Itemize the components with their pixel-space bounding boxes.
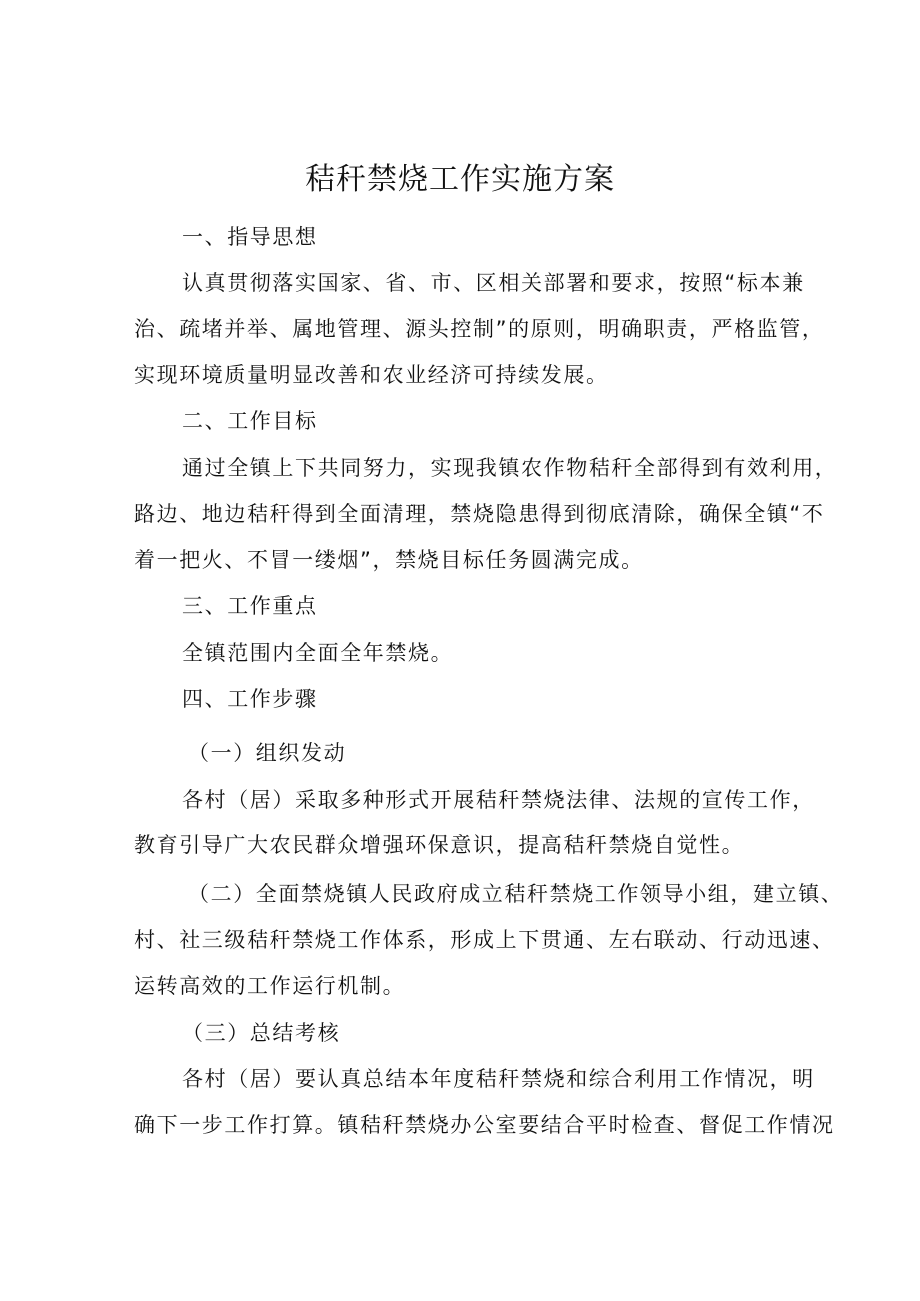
paragraph-line: 确下一步工作打算。镇秸秆禁烧办公室要结合平时检查、督促工作情况 xyxy=(134,1113,835,1137)
paragraph-line: 运转高效的工作运行机制。 xyxy=(134,974,406,998)
section-heading-work-goal: 二、工作目标 xyxy=(182,409,318,433)
paragraph-line: 着一把火、不冒一缕烟”，禁烧目标任务圆满完成。 xyxy=(134,548,644,572)
paragraph-line: 治、疏堵并举、属地管理、源头控制”的原则，明确职责，严格监管， xyxy=(134,317,825,341)
paragraph-line: （二）全面禁烧镇人民政府成立秸秆禁烧工作领导小组，建立镇、 xyxy=(188,882,844,906)
subsection-heading-summary: （三）总结考核 xyxy=(182,1021,341,1045)
paragraph-line: 实现环境质量明显改善和农业经济可持续发展。 xyxy=(134,363,609,387)
paragraph-line: 全镇范围内全面全年禁烧。 xyxy=(182,641,454,665)
paragraph-line: 各村（居）采取多种形式开展秸秆禁烧法律、法规的宣传工作， xyxy=(182,788,815,812)
paragraph-line: 认真贯彻落实国家、省、市、区相关部署和要求，按照“标本兼 xyxy=(182,271,805,295)
section-heading-work-focus: 三、工作重点 xyxy=(182,594,318,618)
paragraph-line: 通过全镇上下共同努力，实现我镇农作物秸秆全部得到有效利用， xyxy=(182,456,838,480)
paragraph-line: 路边、地边秸秆得到全面清理，禁烧隐患得到彻底清除，确保全镇“不 xyxy=(134,502,825,526)
document-title: 秸秆禁烧工作实施方案 xyxy=(305,162,615,197)
paragraph-line: 教育引导广大农民群众增强环保意识，提高秸秆禁烧自觉性。 xyxy=(134,833,745,857)
section-heading-guiding-ideology: 一、指导思想 xyxy=(182,225,318,249)
paragraph-line: 村、社三级秸秆禁烧工作体系，形成上下贯通、左右联动、行动迅速、 xyxy=(134,928,835,952)
section-heading-work-steps: 四、工作步骤 xyxy=(182,687,318,711)
paragraph-line: 各村（居）要认真总结本年度秸秆禁烧和综合利用工作情况，明 xyxy=(182,1067,815,1091)
subsection-heading-organize: （一）组织发动 xyxy=(188,741,347,765)
